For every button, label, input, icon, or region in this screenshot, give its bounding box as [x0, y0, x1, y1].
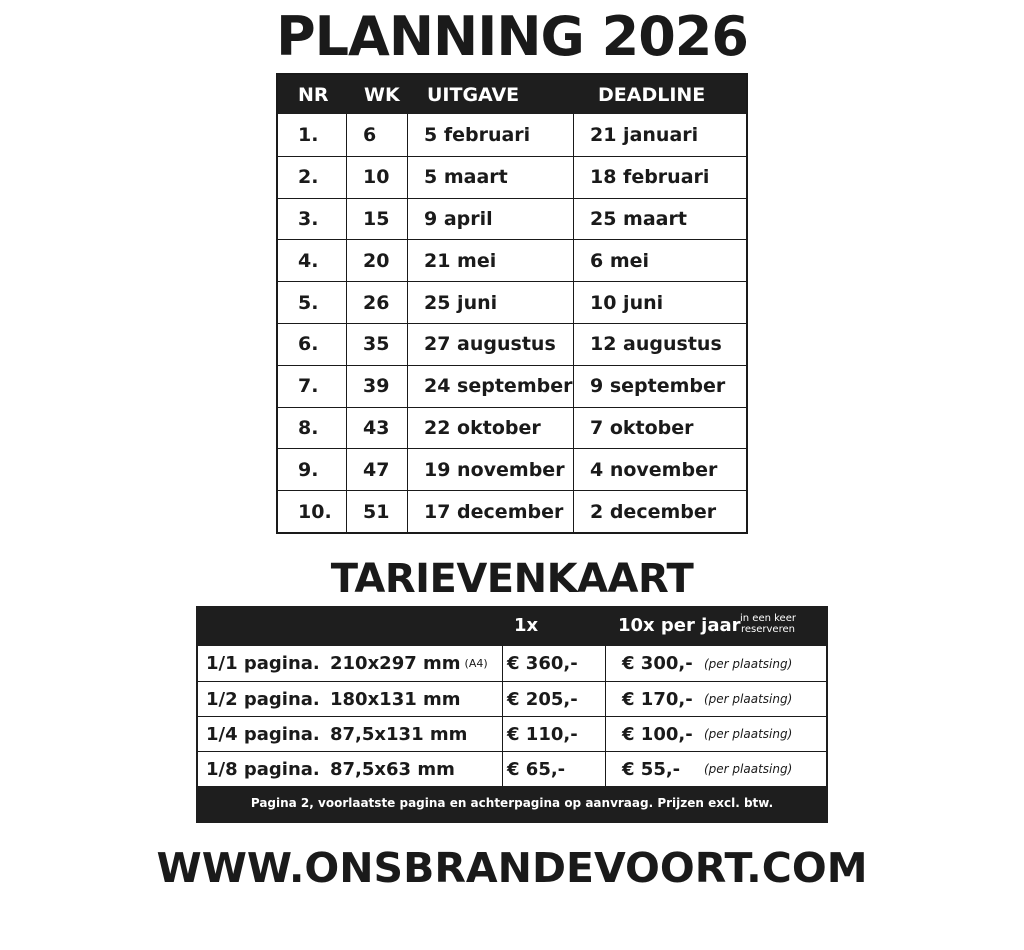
page-format: 1/8 pagina. — [206, 758, 320, 780]
cell-nr: 2. — [298, 166, 319, 189]
cell-wk: 51 — [346, 491, 407, 532]
tarieven-body — [198, 646, 826, 786]
header-note-line1: in een keer — [740, 613, 796, 624]
cell-deadline: 21 januari — [573, 114, 746, 156]
planning-rows — [278, 114, 746, 532]
cell-deadline: 9 september — [573, 366, 746, 407]
cell-deadline: 25 maart — [573, 199, 746, 240]
cell-price-10x — [605, 717, 826, 751]
planning-row — [278, 239, 746, 281]
page-size: 180x131 mm — [330, 688, 461, 710]
cell-price-1x: € 360,- — [502, 646, 605, 681]
cell-nr: 7. — [298, 375, 319, 398]
cell-nr: 10. — [298, 500, 332, 523]
planning-row — [278, 365, 746, 407]
cell-deadline: 6 mei — [573, 240, 746, 281]
tarief-row — [198, 751, 826, 786]
price-note: (per plaatsing) — [704, 762, 793, 776]
planning-row — [278, 114, 746, 156]
page-size: 87,5x63 mm — [330, 758, 455, 780]
planning-row — [278, 407, 746, 449]
cell-price-10x — [605, 646, 826, 681]
header-10x: 10x per jaar — [618, 615, 741, 636]
tarieven-title: TARIEVENKAART — [330, 556, 694, 602]
page-size-note: (A4) — [464, 657, 488, 670]
cell-nr: 3. — [298, 207, 319, 230]
cell-nr: 5. — [298, 291, 319, 314]
cell-deadline: 12 augustus — [573, 324, 746, 365]
header-wk: WK — [364, 84, 400, 106]
cell-uitgave: 27 augustus — [407, 324, 573, 365]
cell-price-1x: € 110,- — [502, 717, 605, 751]
planning-title: PLANNING 2026 — [276, 5, 748, 68]
planning-row — [278, 323, 746, 365]
cell-uitgave: 21 mei — [407, 240, 573, 281]
cell-deadline: 2 december — [573, 491, 746, 532]
price-note: (per plaatsing) — [704, 692, 793, 706]
cell-uitgave: 24 september — [407, 366, 573, 407]
cell-deadline: 10 juni — [573, 282, 746, 323]
price-10x: € 55,- — [622, 758, 681, 780]
cell-wk: 15 — [346, 199, 407, 240]
cell-deadline: 7 oktober — [573, 408, 746, 449]
planning-table — [276, 73, 748, 534]
cell-nr: 1. — [298, 123, 319, 146]
price-10x: € 300,- — [622, 653, 693, 674]
cell-uitgave: 5 maart — [407, 157, 573, 198]
cell-wk: 26 — [346, 282, 407, 323]
cell-price-1x: € 205,- — [502, 682, 605, 716]
page-size: 210x297 mm — [330, 653, 461, 674]
planning-row — [278, 198, 746, 240]
header-note-line2: reserveren — [740, 624, 795, 635]
header-uitgave: UITGAVE — [427, 84, 520, 106]
cell-format — [198, 646, 502, 681]
planning-row — [278, 490, 746, 532]
cell-uitgave: 5 februari — [407, 114, 573, 156]
page-size: 87,5x131 mm — [330, 723, 468, 745]
cell-price-1x: € 65,- — [502, 752, 605, 786]
cell-uitgave: 22 oktober — [407, 408, 573, 449]
cell-deadline: 18 februari — [573, 157, 746, 198]
cell-uitgave: 25 juni — [407, 282, 573, 323]
header-nr: NR — [298, 84, 329, 106]
tarief-row — [198, 716, 826, 751]
tarieven-footer: Pagina 2, voorlaatste pagina en achterpagina op aanvraag. Prijzen excl. btw. — [250, 796, 774, 810]
cell-wk: 6 — [346, 114, 407, 156]
cell-uitgave: 19 november — [407, 449, 573, 490]
cell-nr: 8. — [298, 416, 319, 439]
tarief-row — [198, 646, 826, 681]
website-url: WWW.ONSBRANDEVOORT.COM — [156, 844, 868, 892]
cell-uitgave: 9 april — [407, 199, 573, 240]
cell-wk: 47 — [346, 449, 407, 490]
cell-nr: 9. — [298, 458, 319, 481]
header-note — [740, 613, 796, 635]
header-deadline: DEADLINE — [598, 84, 706, 106]
price-10x: € 170,- — [622, 688, 693, 710]
planning-row — [278, 448, 746, 490]
cell-wk: 43 — [346, 408, 407, 449]
tarieven-header-row — [196, 606, 828, 646]
cell-format — [198, 752, 502, 786]
cell-deadline: 4 november — [573, 449, 746, 490]
tarieven-table — [196, 606, 828, 823]
cell-uitgave: 17 december — [407, 491, 573, 532]
cell-nr: 4. — [298, 249, 319, 272]
planning-row — [278, 281, 746, 323]
cell-format — [198, 717, 502, 751]
planning-header-row — [278, 75, 746, 114]
price-note: (per plaatsing) — [704, 656, 793, 671]
cell-wk: 20 — [346, 240, 407, 281]
cell-wk: 10 — [346, 157, 407, 198]
cell-price-10x — [605, 752, 826, 786]
page-format: 1/2 pagina. — [206, 688, 320, 710]
cell-price-10x — [605, 682, 826, 716]
tarief-row — [198, 681, 826, 716]
price-10x: € 100,- — [622, 723, 693, 745]
cell-wk: 39 — [346, 366, 407, 407]
planning-row — [278, 156, 746, 198]
cell-nr: 6. — [298, 333, 319, 356]
cell-wk: 35 — [346, 324, 407, 365]
header-1x: 1x — [514, 615, 539, 636]
cell-format — [198, 682, 502, 716]
price-note: (per plaatsing) — [704, 727, 793, 741]
page-format: 1/1 pagina. — [206, 653, 320, 674]
page-format: 1/4 pagina. — [206, 723, 320, 745]
